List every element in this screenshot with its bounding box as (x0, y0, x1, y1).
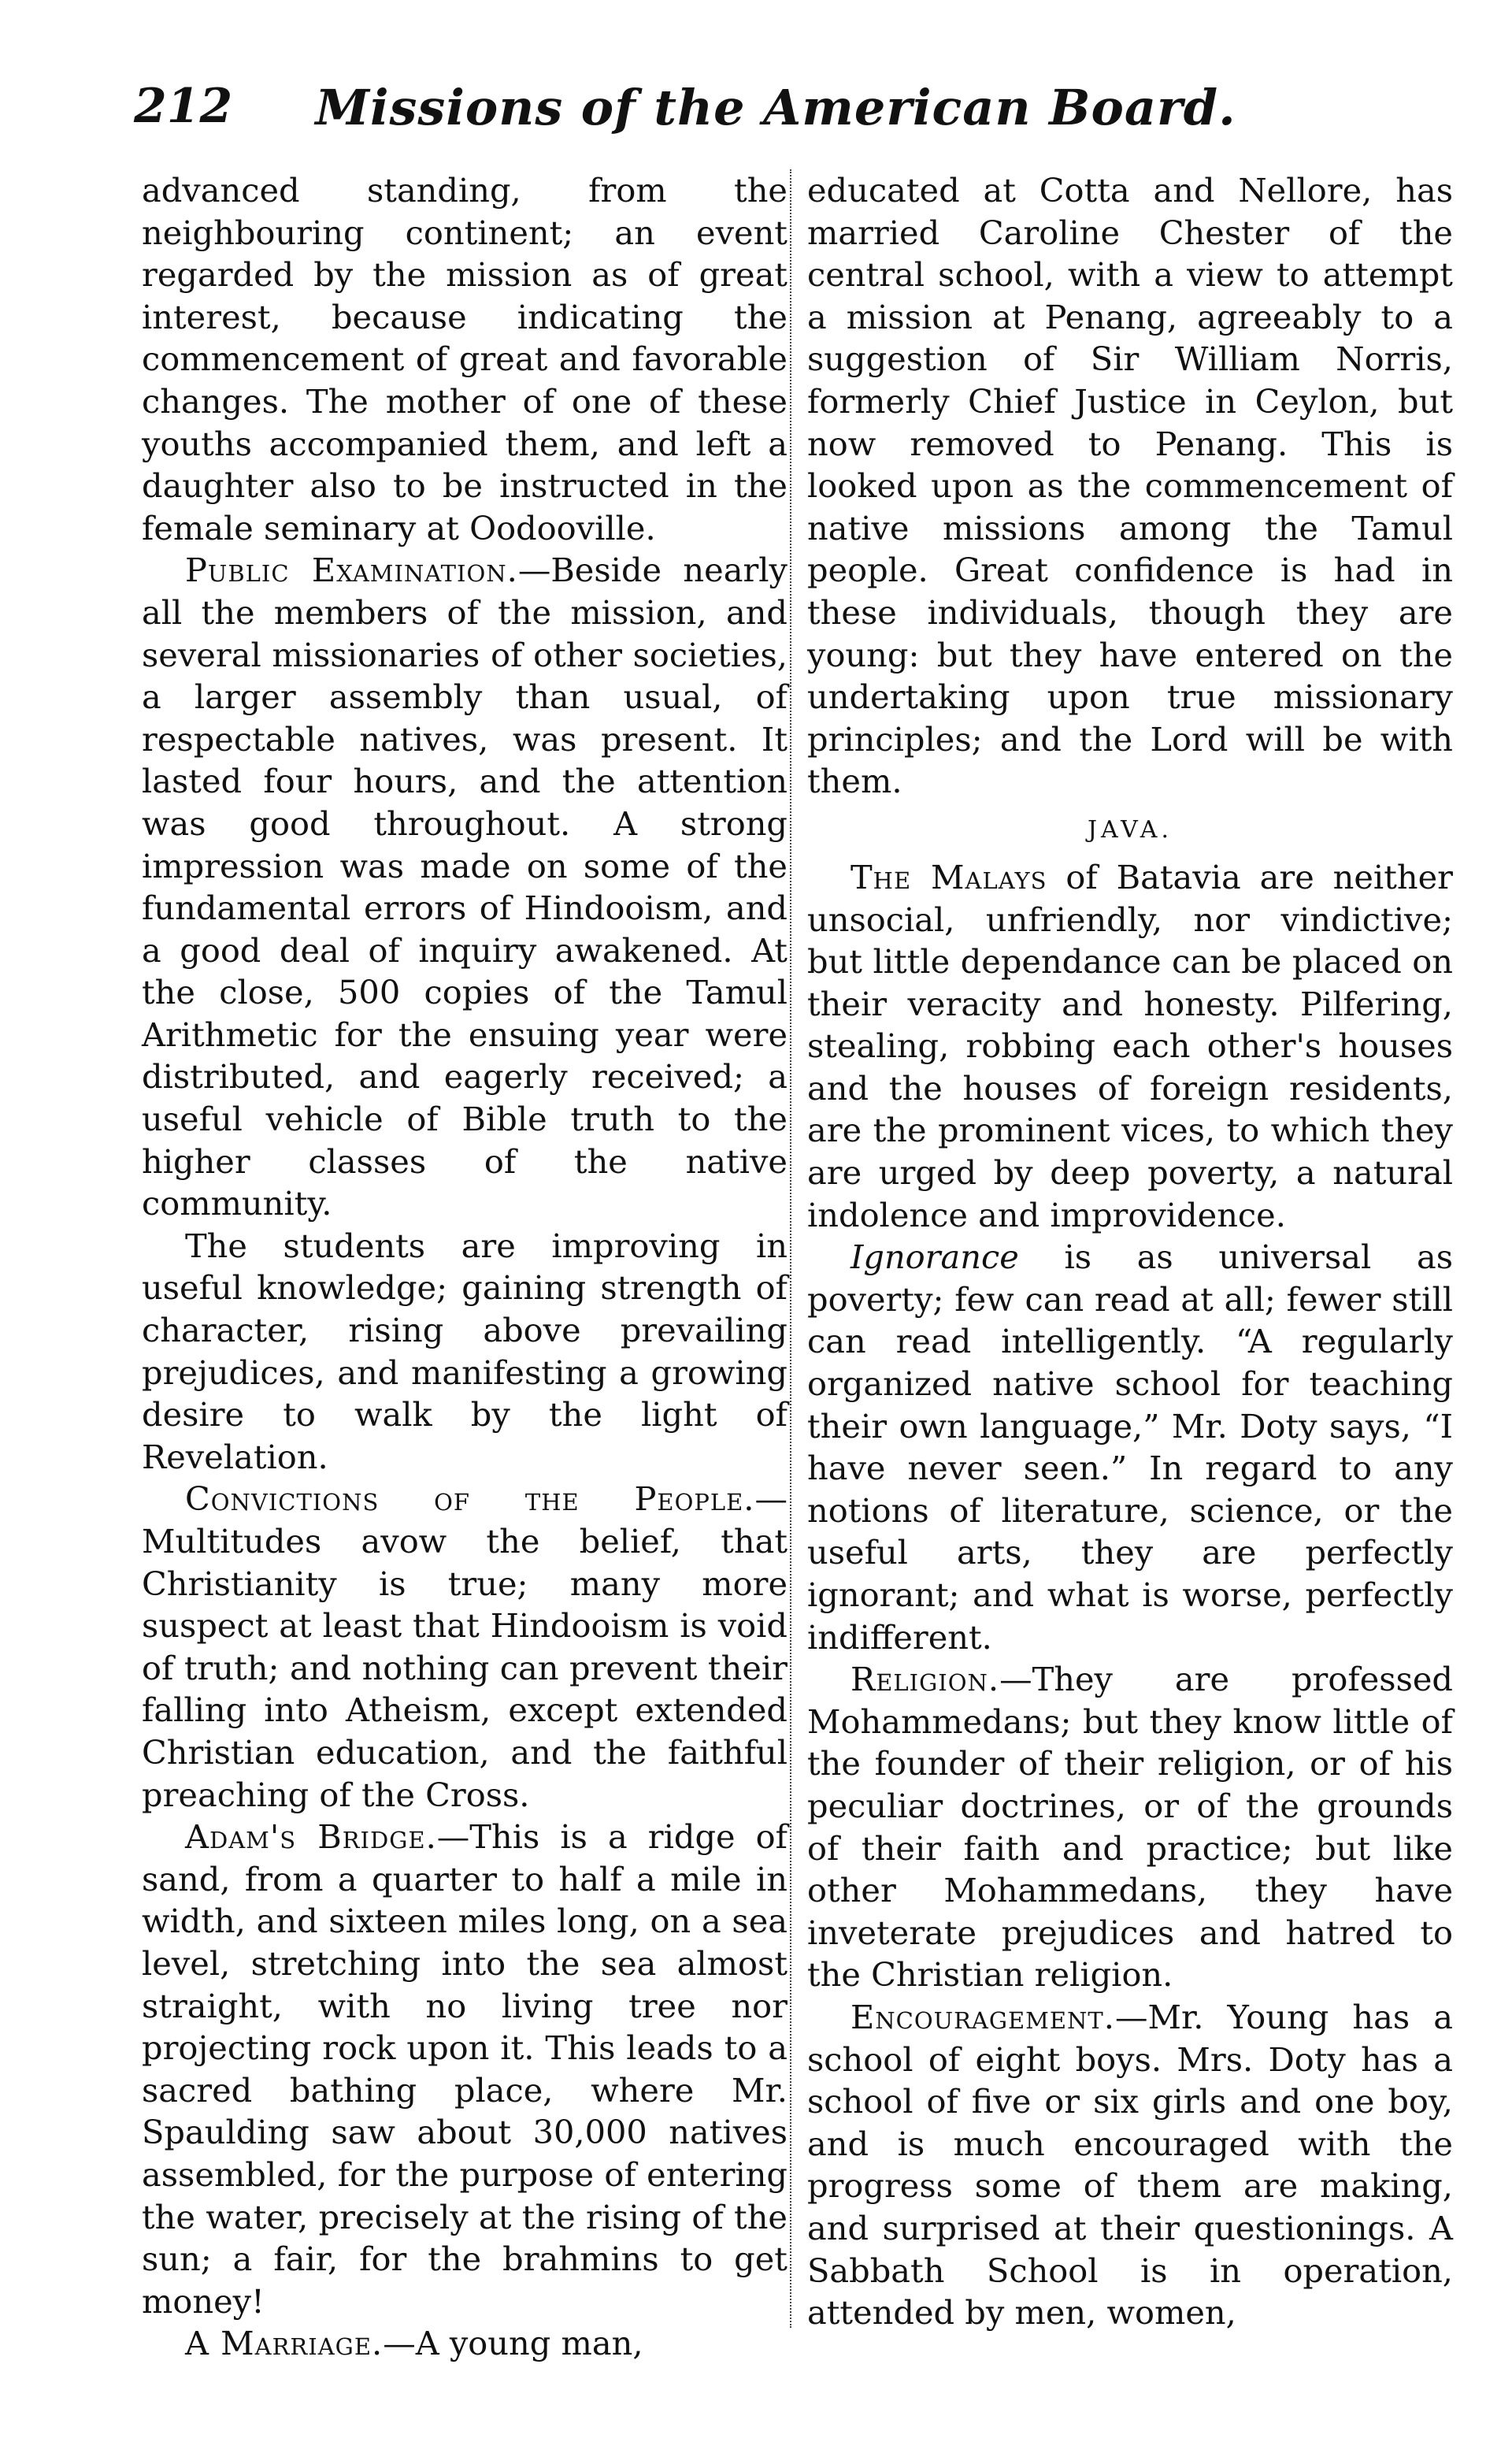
paragraph-malays (807, 856, 1453, 1236)
section-heading: Adam's Bridge. (185, 1817, 437, 1857)
page-header (134, 79, 1418, 150)
paragraph-text: —This is a ridge of sand, from a quarter to half a mile in width, and sixteen miles long, on a sea level, stretching into the sea almost straight, with no living tree nor projecting rock upon it. This leads to a sacred bathing place, where Mr. Spaulding saw about 30,000 natives assembled, for the purpose of entering the water, precisely at the rising of the sun; a fair, for the brahmins to get money! (142, 1817, 788, 2321)
paragraph-continued (807, 169, 1453, 803)
paragraph-text: —They are professed Mohammedans; but they know little of the founder of their religion, or of his peculiar doctrines, or of the grounds of their faith and practice; but like other Mohammedans, they have inveterate prejudices and hatred to the Christian religion. (807, 1660, 1453, 1995)
paragraph-adams-bridge (142, 1816, 788, 2322)
section-heading: A Marriage. (185, 2324, 384, 2363)
paragraph-text: The students are improving in useful knowledge; gaining strength of character, rising above prevailing prejudices, and manifesting a growing desire to walk by the light of Revelation. (142, 1226, 788, 1476)
paragraph-text: —A young man, (383, 2324, 643, 2363)
paragraph-continued (142, 169, 788, 549)
paragraph-text: is as universal as poverty; few can read at all; fewer still can read intelligently. “A regularly organized native school for teaching their own language,” Mr. Doty says, “I have never seen.” In regard to any notions of literature, science, or the useful arts, they are perfectly ignorant; and what is worse, perfectly indifferent. (807, 1238, 1453, 1657)
running-title: Missions of the American Board. (315, 79, 1236, 136)
section-heading: Encouragement. (850, 1997, 1115, 2036)
section-heading: Religion. (850, 1660, 1000, 1699)
left-column (142, 169, 788, 2365)
section-title-java: JAVA. (1087, 815, 1173, 844)
paragraph-public-examination (142, 549, 788, 1225)
paragraph-text: educated at Cotta and Nellore, has married Caroline Chester of the central school, with a view to attempt a mission at Penang, agreeably to a suggestion of Sir William Norris, formerly Chief Justice in Ceylon, but now removed to Penang. This is looked upon as the commencement of native missions among the Tamul people. Great confidence is had in these individuals, though they are young: but they have entered on the undertaking upon true missionary principles; and the Lord will be with them. (807, 171, 1453, 801)
paragraph-text: advanced standing, from the neighbouring continent; an event regarded by the mission as of great interest, because indicating the commencement of great and favorable changes. The mother of one of these youths accompanied them, and left a daughter also to be instructed in the female seminary at Oodooville. (142, 171, 788, 547)
paragraph-text: —Mr. Young has a school of eight boys. Mrs. Doty has a school of five or six girls and one boy, and is much encouraged with the progress some of them are making, and surprised at their questionings. A Sabbath School is in operation, attended by men, women, (807, 1997, 1453, 2333)
paragraph-convictions (142, 1478, 788, 1816)
section-heading: Public Examination. (185, 551, 518, 590)
section-heading: Ignorance (850, 1238, 1019, 1277)
paragraph-ignorance (807, 1236, 1453, 1658)
section-heading: Convictions of the People. (185, 1479, 755, 1519)
paragraph-text: —Multitudes avow the belief, that Christianity is true; many more suspect at least that Hindooism is void of truth; and nothing can prevent their falling into Atheism, except extended Christian education, and the faithful preaching of the Cross. (142, 1479, 788, 1814)
page-number: 212 (134, 79, 233, 134)
paragraph-religion (807, 1658, 1453, 1996)
section-heading: The Malays (850, 857, 1047, 896)
paragraph-text: of Batavia are neither unsocial, unfriendly, nor vindictive; but little dependance can be placed on their veracity and honesty. Pilfering, stealing, robbing each other's houses and the houses of foreign residents, are the prominent vices, to which they are urged by deep poverty, a natural indolence and improvidence. (807, 857, 1453, 1234)
right-column (807, 169, 1453, 2334)
paragraph-text: —Beside nearly all the members of the mission, and several missionaries of other societies, a larger assembly than usual, of respectable natives, was present. It lasted four hours, and the attention was good throughout. A strong impression was made on some of the fundamental errors of Hindooism, and a good deal of inquiry awakened. At the close, 500 copies of the Tamul Arithmetic for the ensuing year were distributed, and eagerly received; a useful vehicle of Bible truth to the higher classes of the native community. (142, 551, 788, 1223)
paragraph-marriage (142, 2322, 788, 2365)
column-divider (790, 169, 791, 2328)
paragraph-encouragement (807, 1996, 1453, 2334)
paragraph-students (142, 1225, 788, 1479)
